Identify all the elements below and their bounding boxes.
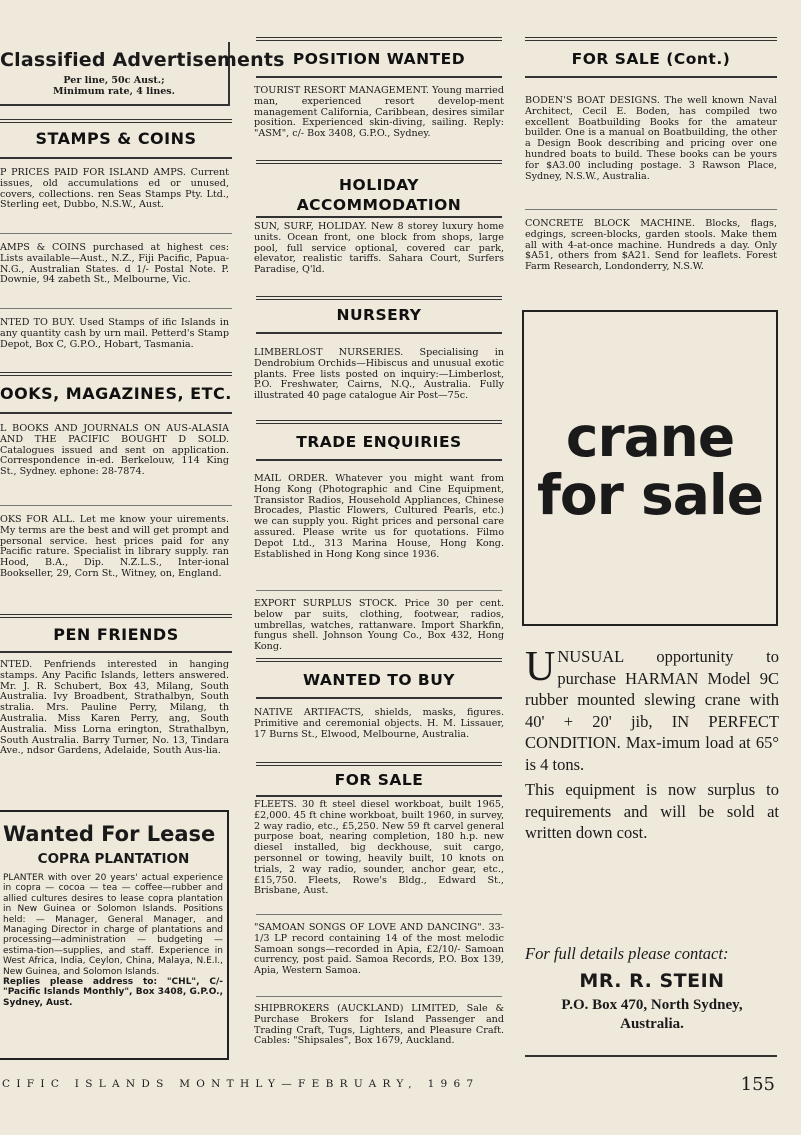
sale-heading: FOR SALE bbox=[334, 771, 424, 789]
divider bbox=[0, 505, 232, 506]
rule bbox=[256, 795, 502, 797]
crane-heading-line: for sale bbox=[537, 463, 763, 527]
rule bbox=[256, 332, 502, 334]
rule bbox=[256, 296, 502, 300]
sale-ad: FLEETS. 30 ft steel diesel workboat, built 1965, £2,000. 45 ft chine workboat, built 1960, in survey, 2 way radio, etc., £5,250. New 59 ft carvel general purpose boat, nearing completion, 180 h.p. new diesel installed, big deckhouse, suit cargo, personnel or towing, heavily built, 10 knots on trials, 2 way radio, sounder, anchor gear, etc., £15,750. Fleets, Rowe's Bldg., Edward St., Brisbane, Aust. bbox=[254, 799, 504, 897]
rule bbox=[0, 651, 232, 653]
rule bbox=[256, 216, 502, 218]
stamps-ad: NTED TO BUY. Used Stamps of ific Islands in any quantity cash by urn mail. Petterd's Stamp Depot, Box C, G.P.O., Hobart, Tasmania. bbox=[0, 317, 229, 350]
contact-name: MR. R. STEIN bbox=[579, 970, 725, 992]
rule bbox=[525, 76, 777, 78]
sale-cont-heading: FOR SALE (Cont.) bbox=[571, 50, 731, 68]
divider bbox=[256, 914, 502, 915]
crane-ad-box bbox=[522, 310, 778, 626]
sale-cont-ad: CONCRETE BLOCK MACHINE. Blocks, flags, edgings, screen-blocks, garden stools. Make them all with 4-at-once machine. Hundreds a day. Only $A51, others from $A21. Send for leaflets. Forest Farm Research, Londonderry, N.S.W. bbox=[525, 218, 777, 273]
books-ad: OKS FOR ALL. Let me know your uirements. My terms are the best and will get prompt and personal service. hest prices paid for any Pacific rature. Specialist in library supply. ran Hood, B.A., Dip. N.Z.L.S., Inter-ional Bookseller, 29, Corn St., Witney, on, England. bbox=[0, 514, 229, 579]
rule bbox=[0, 119, 232, 123]
holiday-ad: SUN, SURF, HOLIDAY. New 8 storey luxury home units. Ocean front, one block from shops, large pool, full service optional, covered car park, elevator, realistic tariffs. Sahara Court, Surfers Paradise, Q'ld. bbox=[254, 221, 504, 276]
divider bbox=[256, 590, 502, 591]
position-ad: TOURIST RESORT MANAGEMENT. Young married man, experienced resort develop-ment management California, Caribbean, desires similar position. Experienced skin-diving, sailing. Reply: "ASM", c/- Box 3408, G.P.O., Sydney. bbox=[254, 85, 504, 140]
books-heading: OOKS, MAGAZINES, ETC. bbox=[0, 384, 232, 403]
pen-ad: NTED. Penfriends interested in hanging stamps. Any Pacific Islands, letters answered. Mr. J. R. Schubert, Box 43, Milang, South Australia. Ivy Broadbent, Strathalbyn, South stralia. Mrs. Pauline Perry, Milang, th Australia. Miss Karen Perry, ang, South Australia. Miss Lorna erington, Strathalbyn, South Australia. Barry Turner, No. 13, Tindara Ave., ndsor Gardens, Adelaide, South Aus-lia. bbox=[0, 659, 229, 757]
drop-cap: U bbox=[525, 644, 556, 690]
contact-intro: For full details please contact: bbox=[525, 944, 729, 963]
holiday-heading-line: ACCOMMODATION bbox=[296, 196, 462, 214]
lease-title: Wanted For Lease bbox=[3, 822, 216, 846]
divider bbox=[525, 209, 777, 210]
rule bbox=[256, 459, 502, 461]
rule bbox=[256, 420, 502, 424]
divider bbox=[0, 233, 232, 234]
divider bbox=[0, 308, 232, 309]
lease-reply: Replies please address to: "CHL", C/- "Pacific Islands Monthly", Box 3408, G.P.O., Sydney, Aust. bbox=[3, 977, 223, 1008]
classified-title: Classified Advertisements bbox=[0, 49, 285, 71]
classified-header-box bbox=[0, 42, 285, 106]
pen-heading: PEN FRIENDS bbox=[53, 625, 179, 644]
holiday-heading-line: HOLIDAY bbox=[339, 176, 419, 194]
crane-heading bbox=[524, 405, 776, 527]
crane-text: NUSUAL opportunity to purchase HARMAN Model 9C rubber mounted slewing crane with 40' + 20' jib, IN PERFECT CONDITION. Max-imum load at 65° is 4 tons. bbox=[525, 647, 779, 774]
lease-subtitle: COPRA PLANTATION bbox=[37, 851, 190, 867]
wanted-ad: NATIVE ARTIFACTS, shields, masks, figures. Primitive and ceremonial objects. H. M. Lissauer, 17 Burns St., Elwood, Melbourne, Australia. bbox=[254, 707, 504, 740]
books-ad: L BOOKS AND JOURNALS ON AUS-ALASIA AND THE PACIFIC BOUGHT D SOLD. Catalogues issued and sent on application. Correspondence in-ed. Berkelouw, 114 King St., Sydney. ephone: 28-7874. bbox=[0, 423, 229, 478]
nursery-heading: NURSERY bbox=[336, 306, 422, 324]
lease-text: PLANTER with over 20 years' actual experience in copra — cocoa — tea — coffee—rubber and allied cultures desires to lease copra plantation in New Guinea or Solomon Islands. Positions held: — Manager, General Manager, and Managing Director in charge of plantations and processing—administration — budgeting — estima-tion—supplies, and staff. Experience in West Africa, India, Ceylon, China, Malaya, N.E.I., New Guinea, and Solomon Islands. bbox=[3, 873, 223, 977]
rule bbox=[0, 372, 232, 376]
sale-cont-ad: BODEN'S BOAT DESIGNS. The well known Naval Architect, Cecil E. Boden, has compiled two excellent Boatbuilding Books for the amateur builder. One is a manual on Boatbuilding, the other a Design Book describing and pricing over one hundred boats to build. These books can be yours for $A3.00 including postage. 3 Rawson Place, Sydney, N.S.W., Australia. bbox=[525, 95, 777, 182]
holiday-heading bbox=[256, 175, 502, 215]
wanted-heading: WANTED TO BUY bbox=[302, 671, 456, 689]
rule bbox=[256, 762, 502, 766]
rule bbox=[0, 614, 232, 618]
stamps-heading: STAMPS & COINS bbox=[35, 129, 197, 148]
sale-ad: SHIPBROKERS (AUCKLAND) LIMITED, Sale & Purchase Brokers for Island Passenger and Trading Craft, Tugs, Lighters, and Pleasure Craft. Cables: "Shipsales", Box 1679, Auckland. bbox=[254, 1003, 504, 1047]
trade-ad: EXPORT SURPLUS STOCK. Price 30 per cent. below par suits, clothing, footwear, radios, umbrellas, watches, rattanware. Import Sharkfin, fungus shell. Johnson Young Co., Box 432, Hong Kong. bbox=[254, 598, 504, 653]
rule bbox=[0, 157, 232, 159]
sale-ad: "SAMOAN SONGS OF LOVE AND DANCING". 33-1/3 LP record containing 14 of the most melodic Samoan songs—recorded in Apia, £2/10/- Samoan currency, post paid. Samoa Records, P.O. Box 139, Apia, Western Samoa. bbox=[254, 922, 504, 977]
rule bbox=[256, 658, 502, 662]
crane-heading-line: crane bbox=[565, 405, 735, 469]
rule bbox=[256, 76, 502, 78]
divider bbox=[256, 996, 502, 997]
crane-description bbox=[525, 646, 779, 775]
page-footer bbox=[0, 1074, 801, 1098]
trade-heading: TRADE ENQUIRIES bbox=[296, 433, 462, 451]
trade-ad: MAIL ORDER. Whatever you might want from Hong Kong (Photographic and Cine Equipment, Transistor Radios, Household Appliances, Chinese Brocades, Plastic Flowers, Cultured Pearls, etc.) we can supply you. Right prices and personal care assured. Please write us for quotations. Filmo Depot Ltd., 313 Marina House, Hong Kong. Established in Hong Kong since 1936. bbox=[254, 473, 504, 560]
rule bbox=[525, 1055, 777, 1057]
page-number: 155 bbox=[740, 1074, 775, 1095]
stamps-ad: P PRICES PAID FOR ISLAND AMPS. Current issues, old accumulations ed or unused, covers, collections. ren Seas Stamps Pty. Ltd., Sterling eet, Dubbo, N.S.W., Aust. bbox=[0, 167, 229, 211]
crane-text-2: This equipment is now surplus to requirements and will be sold at written down cost. bbox=[525, 780, 779, 842]
classified-rate: Per line, 50c Aust.; Minimum rate, 4 lines. bbox=[53, 75, 175, 97]
rule bbox=[256, 697, 502, 699]
stamps-ad: AMPS & COINS purchased at highest ces: Lists available—Aust., N.Z., Fiji Pacific, Papua-N.G., Australian States. d 1/- Postal Note. P. Downie, 94 zabeth St., Melbourne, Vic. bbox=[0, 242, 229, 286]
nursery-ad: LIMBERLOST NURSERIES. Specialising in Dendrobium Orchids—Hibiscus and unusual exotic plants. Free lists posted on inquiry:—Limberlost, P.O. Freshwater, Cairns, N.Q., Australia. Fully illustrated 40 page catalogue Air Post—75c. bbox=[254, 347, 504, 402]
rule bbox=[256, 37, 502, 41]
lease-box bbox=[0, 810, 229, 1060]
rule bbox=[525, 37, 777, 41]
rule bbox=[256, 160, 502, 164]
contact-address: P.O. Box 470, North Sydney, Australia. bbox=[561, 997, 743, 1032]
rule bbox=[0, 412, 232, 414]
position-heading: POSITION WANTED bbox=[292, 50, 466, 68]
running-title: CIFIC ISLANDS MONTHLY—FEBRUARY, 1967 bbox=[2, 1078, 480, 1090]
